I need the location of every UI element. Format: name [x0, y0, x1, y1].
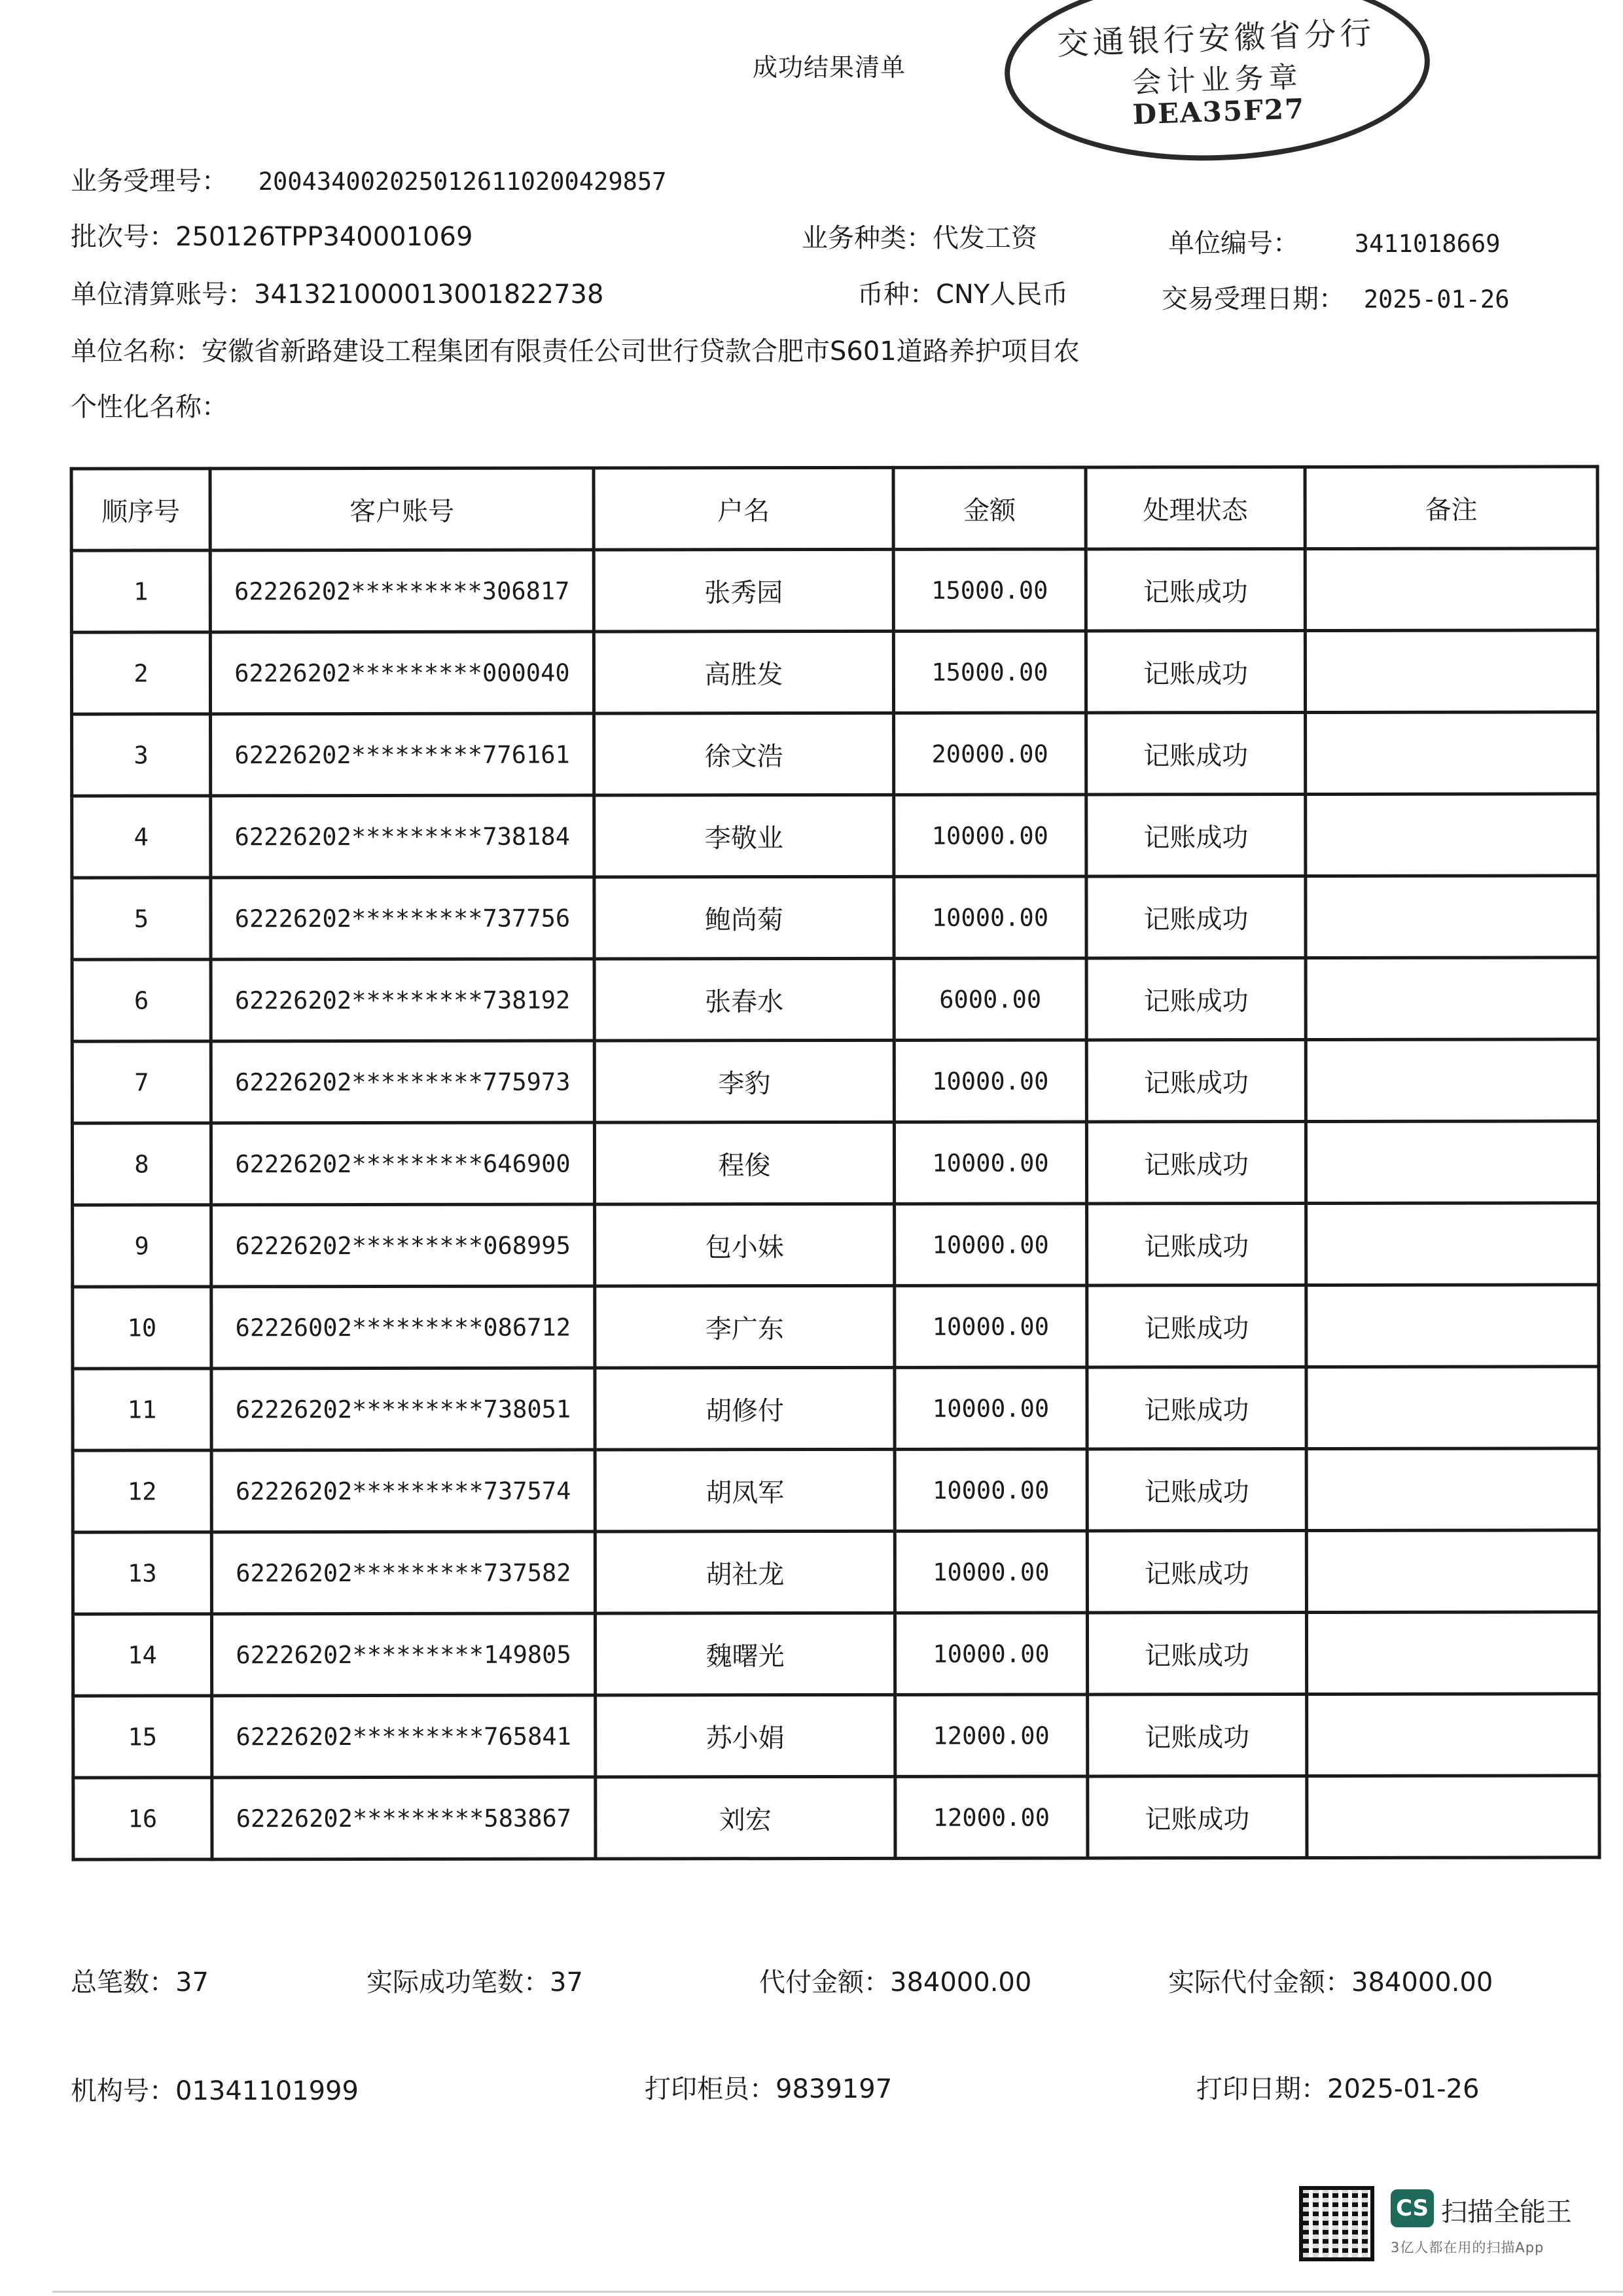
row-name: 李广东	[595, 1285, 895, 1368]
clearing-account-field: 单位清算账号：341321000013001822738	[71, 279, 604, 310]
row-name: 高胜发	[594, 631, 893, 713]
business-no-value: 20043400202501261102004298​57	[258, 168, 667, 196]
row-remark	[1306, 794, 1598, 876]
row-seq: 6	[72, 960, 211, 1041]
row-amount: 10000.00	[894, 1040, 1086, 1122]
scanner-brand-name: 扫描全能王	[1441, 2197, 1572, 2227]
row-name: 胡社龙	[595, 1531, 895, 1613]
row-name: 包小妹	[595, 1204, 895, 1286]
row-account: 62226202*********738051	[211, 1368, 595, 1450]
stamp-bank-name: 交通银行安徽省分行	[1056, 14, 1376, 63]
row-account: 62226202*********738184	[211, 795, 594, 878]
row-amount: 10000.00	[894, 876, 1086, 958]
row-seq: 14	[73, 1614, 211, 1696]
row-account: 62226202*********776161	[211, 713, 594, 796]
row-seq: 2	[71, 632, 210, 714]
row-amount: 10000.00	[894, 795, 1086, 876]
row-name: 刘宏	[596, 1776, 895, 1859]
row-amount: 10000.00	[894, 1122, 1086, 1204]
table-row	[72, 1121, 1598, 1205]
unit-code-label: 单位编号：	[1168, 228, 1299, 259]
row-account: 62226202*********646900	[211, 1122, 594, 1205]
row-status: 记账成功	[1086, 712, 1306, 794]
row-status: 记账成功	[1087, 1203, 1306, 1285]
row-account: 62226202*********737574	[211, 1450, 595, 1532]
header-name: 户名	[594, 467, 893, 550]
table-header-row	[71, 467, 1597, 550]
batch-no-field: 批次号：250126TPP340001069	[71, 222, 473, 252]
row-seq: 9	[73, 1205, 211, 1287]
row-amount: 10000.00	[895, 1613, 1087, 1695]
row-name: 程俊	[594, 1122, 894, 1204]
row-seq: 4	[72, 796, 211, 878]
row-account: 62226202*********775973	[211, 1041, 594, 1123]
business-no-label: 业务受理号：	[71, 166, 228, 196]
header-amount: 金额	[893, 467, 1086, 549]
table-row	[73, 1448, 1599, 1532]
row-status: 记账成功	[1086, 876, 1306, 958]
table-row	[73, 1367, 1599, 1450]
row-seq: 11	[73, 1369, 211, 1450]
business-no-field	[71, 160, 666, 198]
header-seq: 顺序号	[71, 469, 210, 550]
row-remark	[1306, 1039, 1598, 1122]
header-account: 客户账号	[210, 468, 594, 550]
row-account: 62226202*********765841	[212, 1695, 596, 1778]
row-amount: 12000.00	[895, 1695, 1088, 1776]
row-name: 张春水	[594, 958, 894, 1041]
table-row	[72, 876, 1598, 960]
row-status: 记账成功	[1086, 794, 1306, 876]
table-row	[71, 548, 1597, 632]
camscanner-logo-icon: CS	[1391, 2189, 1434, 2227]
row-remark	[1306, 1285, 1599, 1367]
row-account: 62226202*********000040	[210, 632, 594, 714]
header-remark: 备注	[1305, 467, 1597, 549]
row-seq: 10	[73, 1287, 211, 1369]
scanner-brand-tagline: 3亿人都在用的扫描App	[1391, 2240, 1544, 2255]
print-date: 打印日期：2025-01-26	[1196, 2074, 1480, 2104]
actual-pay-amount: 实际代付金额：384000.00	[1168, 1967, 1493, 1998]
table-row	[71, 630, 1597, 714]
row-seq: 12	[73, 1450, 211, 1532]
row-status: 记账成功	[1087, 1448, 1306, 1530]
custom-name-field: 个性化名称：	[71, 392, 228, 422]
row-amount: 10000.00	[895, 1285, 1087, 1367]
table-row	[73, 1776, 1599, 1859]
row-seq: 15	[73, 1696, 212, 1778]
row-status: 记账成功	[1087, 1367, 1306, 1448]
row-name: 魏曙光	[595, 1613, 895, 1695]
row-amount: 15000.00	[893, 549, 1086, 631]
row-amount: 10000.00	[895, 1204, 1087, 1285]
row-account: 62226202*********583867	[212, 1777, 596, 1859]
header-status: 处理状态	[1086, 467, 1305, 548]
row-name: 徐文浩	[594, 713, 894, 795]
row-remark	[1306, 1448, 1599, 1531]
row-amount: 12000.00	[895, 1776, 1088, 1858]
row-amount: 15000.00	[893, 631, 1086, 713]
table-row	[72, 958, 1598, 1041]
unit-code-value: 3411018669	[1354, 230, 1501, 258]
row-remark	[1306, 1203, 1599, 1285]
row-remark	[1306, 1530, 1599, 1613]
row-remark	[1306, 876, 1598, 958]
row-name: 李敬业	[594, 795, 894, 877]
row-remark	[1306, 958, 1598, 1040]
row-remark	[1306, 1612, 1599, 1695]
table-row	[73, 1203, 1599, 1287]
result-table	[70, 465, 1601, 1861]
stamp-seal-type: 会计业务章	[1132, 60, 1304, 100]
row-seq: 3	[72, 714, 211, 796]
row-name: 鲍尚菊	[594, 876, 894, 959]
currency-field: 币种：CNY人民币	[857, 279, 1069, 310]
qr-code-icon	[1299, 2186, 1374, 2261]
row-account: 62226202*********068995	[211, 1204, 595, 1287]
row-remark	[1307, 1776, 1599, 1858]
row-name: 胡修付	[595, 1367, 895, 1450]
bank-seal-stamp	[1001, 0, 1433, 168]
row-name: 张秀园	[594, 549, 893, 632]
row-account: 62226202*********737582	[211, 1532, 595, 1614]
row-account: 62226202*********149805	[211, 1613, 595, 1696]
row-account: 62226202*********738192	[211, 959, 594, 1041]
row-status: 记账成功	[1086, 1039, 1306, 1121]
row-seq: 7	[72, 1041, 211, 1123]
row-name: 李豹	[594, 1040, 894, 1122]
row-status: 记账成功	[1086, 958, 1306, 1039]
row-status: 记账成功	[1086, 1121, 1306, 1203]
row-amount: 10000.00	[895, 1367, 1087, 1449]
table-row	[72, 712, 1598, 796]
org-no: 机构号：01341101999	[71, 2076, 359, 2106]
row-remark	[1306, 1121, 1598, 1204]
row-status: 记账成功	[1086, 548, 1305, 630]
row-remark	[1307, 1694, 1599, 1776]
stamp-code: DEA35F27	[1132, 92, 1306, 131]
table-row	[72, 794, 1598, 878]
row-remark	[1305, 548, 1597, 631]
business-type-field: 业务种类：代发工资	[802, 223, 1037, 253]
unit-code-field	[1168, 223, 1500, 260]
trade-date-field	[1162, 278, 1509, 315]
pay-amount: 代付金额：384000.00	[759, 1967, 1032, 1998]
row-seq: 16	[73, 1778, 212, 1859]
total-count: 总笔数：37	[71, 1967, 209, 1998]
row-account: 62226202*********737756	[211, 877, 594, 960]
row-account: 62226202*********306817	[210, 550, 594, 632]
page-bottom-divider	[52, 2291, 1623, 2293]
row-amount: 10000.00	[895, 1531, 1087, 1613]
table-row	[72, 1039, 1598, 1123]
unit-name-field: 单位名称：安徽省新路建设工程集团有限责任公司世行贷款合肥市S601道路养护项目农	[71, 336, 1080, 367]
trade-date-value: 2025-01-26	[1363, 285, 1510, 314]
row-seq: 5	[72, 878, 211, 960]
table-row	[73, 1612, 1599, 1696]
document-title: 成功结果清单	[753, 53, 906, 82]
row-name: 胡凤军	[595, 1449, 895, 1532]
row-amount: 10000.00	[895, 1449, 1087, 1531]
row-seq: 13	[73, 1532, 211, 1614]
print-teller: 打印柜员：9839197	[645, 2074, 893, 2104]
table-row	[73, 1694, 1599, 1778]
row-name: 苏小娟	[596, 1695, 895, 1777]
row-remark	[1306, 1367, 1599, 1449]
table-row	[73, 1530, 1599, 1614]
row-status: 记账成功	[1087, 1612, 1306, 1694]
row-status: 记账成功	[1087, 1530, 1306, 1612]
row-amount: 20000.00	[894, 713, 1086, 795]
table-row	[73, 1285, 1599, 1369]
row-account: 62226002*********086712	[211, 1286, 595, 1369]
row-amount: 6000.00	[894, 958, 1086, 1040]
row-seq: 8	[72, 1123, 211, 1205]
row-status: 记账成功	[1086, 630, 1305, 712]
row-remark	[1305, 630, 1597, 713]
row-seq: 1	[71, 550, 210, 632]
row-status: 记账成功	[1088, 1694, 1307, 1776]
trade-date-label: 交易受理日期：	[1162, 284, 1345, 314]
row-remark	[1306, 712, 1598, 795]
success-count: 实际成功笔数：37	[366, 1967, 583, 1998]
row-status: 记账成功	[1087, 1285, 1306, 1367]
row-status: 记账成功	[1088, 1776, 1307, 1857]
